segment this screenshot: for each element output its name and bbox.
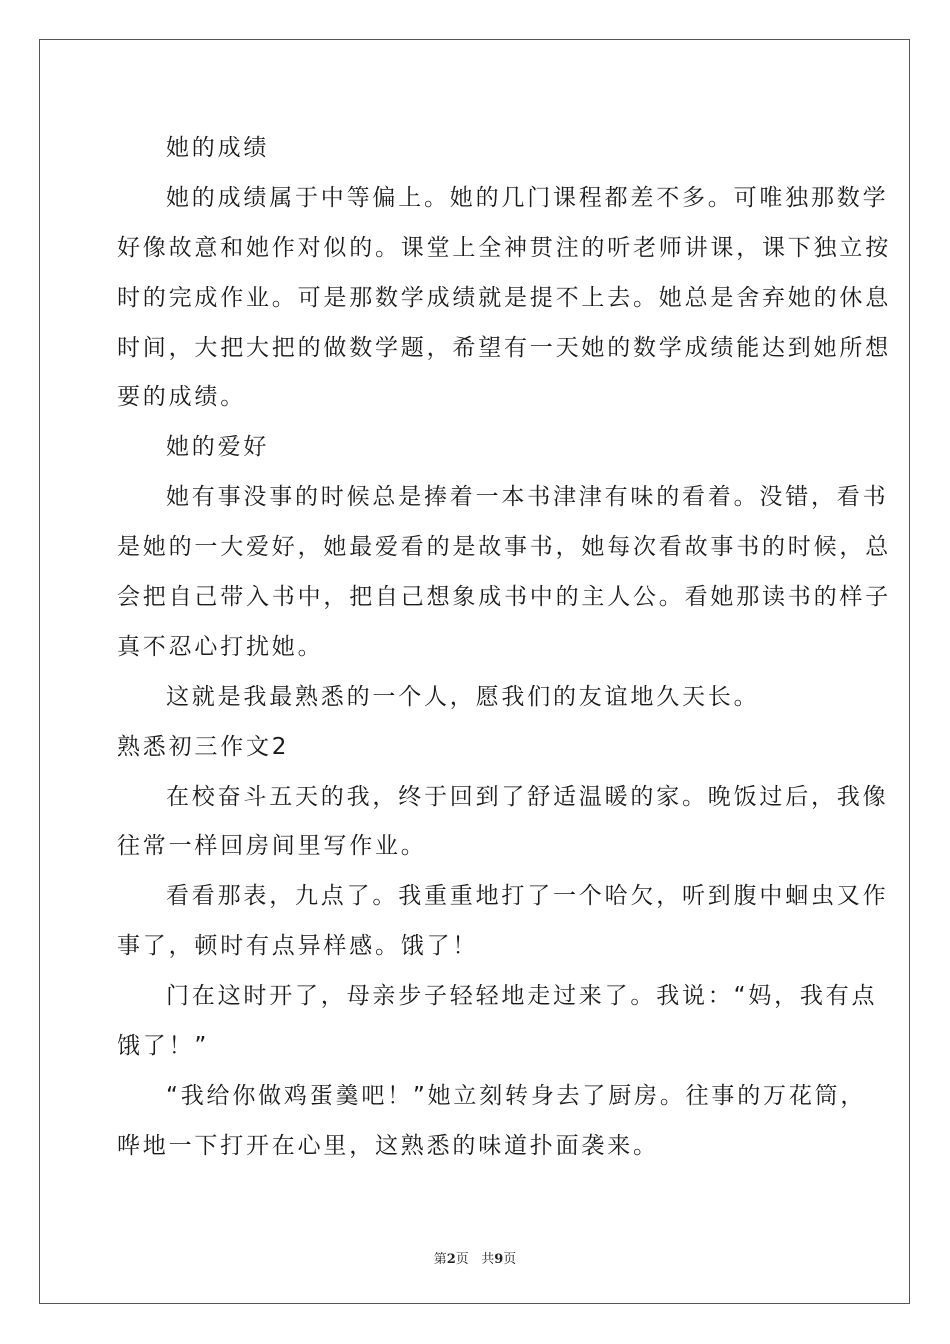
section-heading: 她的成绩 <box>166 135 270 161</box>
paragraph-line: 在校奋斗五天的我，终于回到了舒适温暖的家。晚饭过后，我像 <box>166 783 889 810</box>
document-body <box>117 124 891 1172</box>
paragraph-line: 会把自己带入书中，把自己想象成书中的主人公。看她那读书的样子 <box>117 584 891 611</box>
paragraph-line: 她的成绩属于中等偏上。她的几门课程都差不多。可唯独那数学 <box>166 184 889 211</box>
paragraph-line: 事了，顿时有点异样感。饿了！ <box>117 933 479 960</box>
paragraph-line: 时的完成作业。可是那数学成绩就是提不上去。她总是舍弃她的休息 <box>117 284 891 311</box>
footer-total-unit: 页 <box>503 1252 517 1267</box>
paragraph-line: 看看那表，九点了。我重重地打了一个哈欠，听到腹中蛔虫又作 <box>166 883 889 910</box>
essay-title: 熟悉初三作文2 <box>117 733 290 760</box>
footer-prefix: 第 <box>433 1252 447 1267</box>
paragraph-line: 她有事没事的时候总是捧着一本书津津有味的看着。没错，看书 <box>166 484 889 511</box>
current-page-number: 2 <box>446 1252 456 1267</box>
total-page-count: 9 <box>494 1252 504 1267</box>
paragraph-line: 往常一样回房间里写作业。 <box>117 833 427 860</box>
paragraph-line: 时间，大把大把的做数学题，希望有一天她的数学成绩能达到她所想 <box>117 334 891 361</box>
paragraph-line: 哗地一下打开在心里，这熟悉的味道扑面袭来。 <box>117 1132 659 1159</box>
paragraph-line: 真不忍心打扰她。 <box>117 633 324 660</box>
footer-total-prefix: 共 <box>481 1252 495 1267</box>
section-heading: 她的爱好 <box>166 434 270 461</box>
paragraph-line: 好像故意和她作对似的。课堂上全神贯注的听老师讲课，课下独立按 <box>117 234 891 261</box>
paragraph-line: 是她的一大爱好，她最爱看的是故事书，她每次看故事书的时候，总 <box>117 534 891 561</box>
page-footer <box>0 1248 950 1267</box>
paragraph-line: 这就是我最熟悉的一个人，愿我们的友谊地久天长。 <box>166 683 760 710</box>
paragraph-line: 要的成绩。 <box>117 384 246 411</box>
footer-page-unit: 页 <box>455 1252 469 1267</box>
paragraph-line: 饿了！” <box>117 1033 210 1060</box>
paragraph-line: “我给你做鸡蛋羹吧！”她立刻转身去了厨房。往事的万花筒， <box>166 1082 867 1109</box>
paragraph-line: 门在这时开了，母亲步子轻轻地走过来了。我说：“妈，我有点 <box>166 983 878 1010</box>
